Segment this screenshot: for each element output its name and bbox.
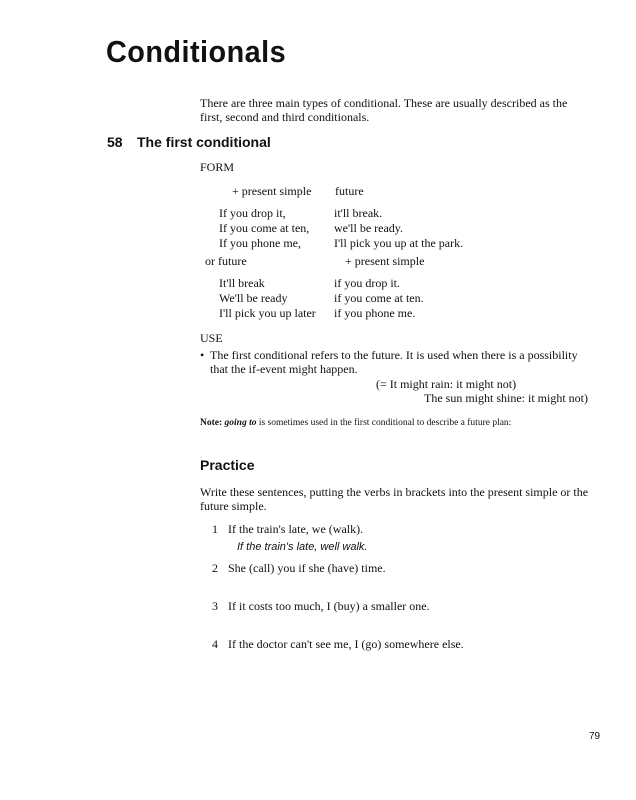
- practice-instructions: Write these sentences, putting the verbs in brackets into the present simple or the future simple.: [200, 485, 589, 513]
- pattern2-left-head: or future: [205, 254, 247, 268]
- pattern2-right-head: + present simple: [345, 254, 425, 268]
- note: [200, 418, 511, 428]
- use-example-2: The sun might shine: it might not): [424, 391, 588, 405]
- pattern1-right-row: I'll pick you up at the park.: [334, 236, 464, 250]
- pattern1-left-row: If you phone me,: [219, 236, 301, 250]
- pattern2-left-column: [219, 276, 316, 321]
- exercise-item: [200, 561, 386, 576]
- exercise-number: 1: [212, 522, 218, 536]
- pattern2-right-row: if you drop it.: [334, 276, 400, 290]
- section-number: 58: [107, 134, 123, 150]
- exercise-text: She (call) you if she (have) time.: [228, 561, 386, 575]
- section-heading: [107, 134, 271, 150]
- bullet-icon: •: [200, 348, 205, 362]
- exercise-text: If the train's late, we (walk).: [228, 522, 364, 536]
- pattern1-left-column: [219, 206, 309, 251]
- pattern1-left-row: If you drop it,: [219, 206, 286, 220]
- exercise-item: [200, 599, 430, 614]
- exercise-text: If it costs too much, I (buy) a smaller one.: [228, 599, 430, 613]
- exercise-item: [200, 522, 363, 537]
- pattern2-left-row: I'll pick you up later: [219, 306, 316, 320]
- note-label: Note:: [200, 418, 223, 428]
- pattern1-left-row: If you come at ten,: [219, 221, 310, 235]
- pattern2-left-row: It'll break: [219, 276, 265, 290]
- use-example-1: (= It might rain: it might not): [376, 377, 517, 391]
- form-label: FORM: [200, 160, 235, 174]
- pattern2-left-row: We'll be ready: [219, 291, 288, 305]
- pattern1-right-head: future: [335, 184, 364, 198]
- use-text: The first conditional refers to the future. It is used when there is a possibility that the if-event might happen.: [210, 348, 578, 376]
- exercise-number: 3: [212, 599, 218, 613]
- use-label: USE: [200, 331, 223, 345]
- pattern1-right-row: we'll be ready.: [334, 221, 404, 235]
- pattern2-right-column: [334, 276, 424, 321]
- pattern1-left-head: + present simple: [232, 184, 312, 198]
- practice-heading: Practice: [200, 457, 255, 473]
- exercise-item: [200, 637, 464, 652]
- chapter-title: Conditionals: [106, 34, 287, 69]
- pattern1-right-column: [334, 206, 463, 251]
- use-bullet-point: [200, 348, 595, 376]
- intro-paragraph: There are three main types of conditional. These are usually described as the first, second and third conditionals.: [200, 96, 568, 124]
- pattern2-right-row: if you phone me.: [334, 306, 416, 320]
- section-title: The first conditional: [137, 134, 271, 150]
- note-text: is sometimes used in the first conditional to describe a future plan:: [256, 418, 512, 428]
- exercise-number: 2: [212, 561, 218, 575]
- note-term: going to: [224, 418, 257, 428]
- pattern2-right-row: if you come at ten.: [334, 291, 424, 305]
- exercise-answer: If the train's late, well walk.: [237, 541, 368, 553]
- page-number: 79: [589, 731, 601, 742]
- exercise-number: 4: [212, 637, 218, 651]
- pattern1-right-row: it'll break.: [334, 206, 383, 220]
- exercise-text: If the doctor can't see me, I (go) somewhere else.: [228, 637, 464, 651]
